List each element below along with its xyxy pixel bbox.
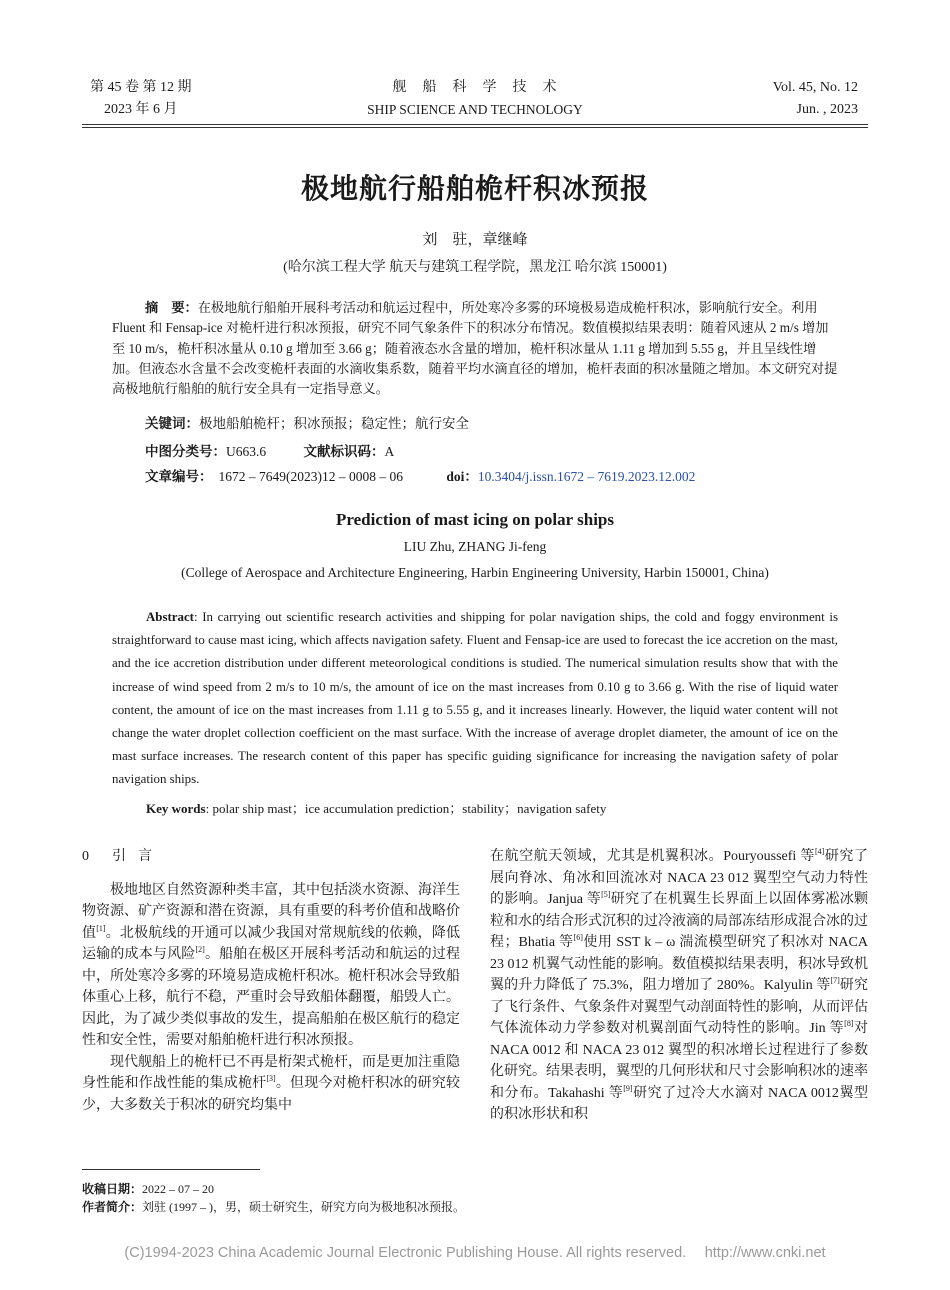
- clc-value: U663.6: [226, 444, 267, 459]
- keywords-en: [146, 798, 606, 817]
- citation-ref: [1]: [96, 923, 106, 933]
- header-journal-en: SHIP SCIENCE AND TECHNOLOGY: [367, 102, 583, 117]
- text-run: 使用 SST k – ω 湍流模型研究了积冰对 NACA 23 012 机翼气动性能的影响。数值模拟结果表明，积冰导致机翼的升力降低了 75.3%，阻力增加了 280%。Kalyulin 等: [490, 935, 868, 993]
- keywords-cn-label: 关键词：: [145, 416, 199, 431]
- header-issue-en: [690, 77, 858, 121]
- text-run: 。北极航线的开通可以减少我国对常规航线的依赖，降低运输的成本与风险: [82, 925, 461, 962]
- affiliation-cn: (哈尔滨工程大学 航天与建筑工程学院，黑龙江 哈尔滨 150001): [283, 260, 667, 275]
- text-run: 研究了飞行条件、气象条件对翼型气动剖面特性的影响，从而评估气体流体动力学参数对机翼剖面气动特性的影响。Jin 等: [490, 978, 868, 1036]
- header-date-en: Jun. , 2023: [796, 102, 858, 117]
- body-paragraph: [82, 1052, 460, 1117]
- footnote-author: [82, 1198, 465, 1216]
- paper-title-en: Prediction of mast icing on polar ships: [335, 510, 614, 529]
- doi-link[interactable]: 10.3404/j.issn.1672 – 7619.2023.12.002: [477, 469, 696, 484]
- doi-label: doi：: [446, 469, 478, 484]
- keywords-en-text: : polar ship mast；ice accumulation prediction；stability；navigation safety: [205, 801, 607, 816]
- citation-ref: [9]: [623, 1083, 633, 1093]
- paper-title-cn: 极地航行船舶桅杆积冰预报: [300, 174, 649, 205]
- abstract-en: [112, 606, 838, 792]
- doc-code-label: 文献标识码：: [303, 444, 385, 459]
- author-bio-label: 作者简介：: [82, 1200, 143, 1214]
- citation-ref: [5]: [601, 890, 611, 899]
- citation-ref: [7]: [830, 976, 840, 985]
- text-run: 。但现今对桅杆积冰的研究较少，大多数关于积冰的研究均集中: [82, 1076, 461, 1113]
- text-run: 研究了展向脊冰、角冰和回流冰对 NACA 23 012 翼型空气动力特性的影响。Janjua 等: [490, 849, 869, 907]
- article-number-label: 文章编号：: [145, 469, 213, 484]
- left-paragraphs: [82, 880, 460, 1117]
- authors-en: LIU Zhu, ZHANG Ji-feng: [403, 539, 547, 554]
- right-paragraphs: [490, 846, 868, 1126]
- received-label: 收稿日期：: [82, 1182, 143, 1196]
- text-run: 现代舰船上的桅杆已不再是桁架式桅杆，而是更加注重隐身性能和作战性能的集成桅杆: [82, 1054, 460, 1091]
- section-title: 引言: [112, 849, 164, 864]
- header-rule-bottom: [82, 127, 868, 128]
- citation-ref: [3]: [266, 1074, 276, 1083]
- section-heading: [82, 846, 460, 868]
- footnote-rule: [82, 1169, 260, 1170]
- header-volume-en: Vol. 45, No. 12: [772, 80, 858, 95]
- text-run: 在航空航天领域，尤其是机翼积冰。Pouryoussefi 等: [490, 849, 815, 864]
- header-journal: [300, 77, 650, 121]
- abstract-en-text: : In carrying out scientific research activities and shipping for polar navigation ships, the cold and foggy environment is straightforward to cause mast icing, which affects navigation safety. Fluent and Fensap-ice are used to forecast the ice accretion on the mast, and the ice accretion distribution under different meteorological conditions is studied. The numerical simulation results show that with the increase of wind speed from 2 m/s to 10 m/s, the amount of ice on the mast increases from 0.10 g to 3.66 g. With the rise of liquid water content, the amount of ice on the mast increases from 1.11 g to 5.55 g, and it increases linearly. However, the liquid water content will not change the water droplet collection coefficient on the mast surface. With the increase of average droplet diameter, the amount of ice on the mast surface increases. The research content of this paper has specific guiding significance for increasing the navigation safety of polar navigation ships.: [112, 610, 838, 787]
- text-run: 极地地区自然资源种类丰富，其中包括淡水资源、海洋生物资源、矿产资源和潜在资源，具有重要的科考价值和战略价值: [82, 882, 460, 941]
- body-paragraph: [82, 880, 460, 1052]
- header-rule-top: [82, 124, 868, 125]
- article-number-value: 1672 – 7649(2023)12 – 0008 – 06: [218, 469, 403, 484]
- article-info-line: [145, 465, 695, 489]
- citation-ref: [4]: [814, 847, 825, 856]
- clc-label: 中图分类号：: [145, 444, 226, 459]
- doc-code-value: A: [384, 444, 395, 459]
- footnote-received: [82, 1180, 214, 1198]
- cnki-watermark: (C)1994-2023 China Academic Journal Electronic Publishing House. All rights reserved. http://www.cnki.net: [124, 1245, 826, 1261]
- abstract-cn: [112, 298, 838, 399]
- classification-line: [145, 440, 394, 464]
- citation-ref: [8]: [844, 1019, 854, 1028]
- keywords-en-label: Key words: [146, 801, 206, 816]
- header-date-cn: 2023 年 6 月: [104, 102, 178, 117]
- header-journal-cn: 舰 船 科 学 技 术: [392, 80, 558, 95]
- header-issue-cn: [90, 77, 230, 121]
- body-column-right: [490, 846, 868, 1126]
- author-bio-value: 刘驻 (1997 – )，男，硕士研究生，研究方向为极地积冰预报。: [142, 1200, 466, 1214]
- text-run: 。船舶在极区开展科考活动和航运的过程中，所处寒冷多雾的环境易造成桅杆积冰。桅杆积冰会导致船体重心上移，航行不稳，严重时会导致船体翻覆，船毁人亡。因此，为了减少类似事故的发生，提高船舶在极区航行的稳定性和安全性，需要对船舶桅杆进行积冰预报。: [82, 947, 460, 1048]
- text-run: 研究了在机翼生长界面上以固体雾凇冰颗粒和水的结合形式沉积的过冷液滴的局部冻结形成混合冰的过程；Bhatia 等: [490, 892, 869, 950]
- abstract-en-label: Abstract: [146, 610, 194, 624]
- keywords-cn-text: 极地船舶桅杆；积冰预报；稳定性；航行安全: [199, 416, 469, 431]
- section-number: 0: [82, 849, 89, 864]
- abstract-cn-text: 在极地航行船舶开展科考活动和航运过程中，所处寒冷多雾的环境极易造成桅杆积冰，影响航行安全。利用 Fluent 和 Fensap-ice 对桅杆进行积冰预报，研究不同气象条件下的积冰分布情况。数值模拟结果表明：随着风速从 2 m/s 增加至 10 m/s，桅杆积冰量从 0.10 g 增加至 3.66 g；随着液态水含量的增加，桅杆积冰量从 1.11 g 增加到 5.55 g，并且呈线性增加。但液态水含量不会改变桅杆表面的水滴收集系数，随着平均水滴直径的增加，桅杆表面的积冰量随之增加。本文研究对提高极地航行船舶的航行安全具有一定指导意义。: [112, 300, 838, 397]
- authors-cn: 刘 驻，章继峰: [422, 232, 528, 248]
- body-column-left: [82, 846, 460, 1116]
- citation-ref: [2]: [195, 945, 205, 954]
- header-volume-cn: 第 45 卷 第 12 期: [90, 80, 192, 95]
- received-value: 2022 – 07 – 20: [142, 1182, 215, 1196]
- affiliation-en: (College of Aerospace and Architecture Engineering, Harbin Engineering University, Harbin 150001, China): [181, 565, 769, 580]
- keywords-cn: [145, 412, 469, 436]
- text-run: 对 NACA 0012 和 NACA 23 012 翼型的积冰增长过程进行了参数化研究。结果表明，翼型的几何形状和尺寸会影响积冰的速率和分布。Takahashi 等: [490, 1021, 868, 1101]
- body-paragraph: [490, 846, 868, 1126]
- abstract-cn-label: 摘 要：: [145, 300, 198, 315]
- text-run: 研究了过冷大水滴对 NACA 0012翼型的积冰形状和积: [490, 1085, 868, 1122]
- citation-ref: [6]: [573, 933, 583, 942]
